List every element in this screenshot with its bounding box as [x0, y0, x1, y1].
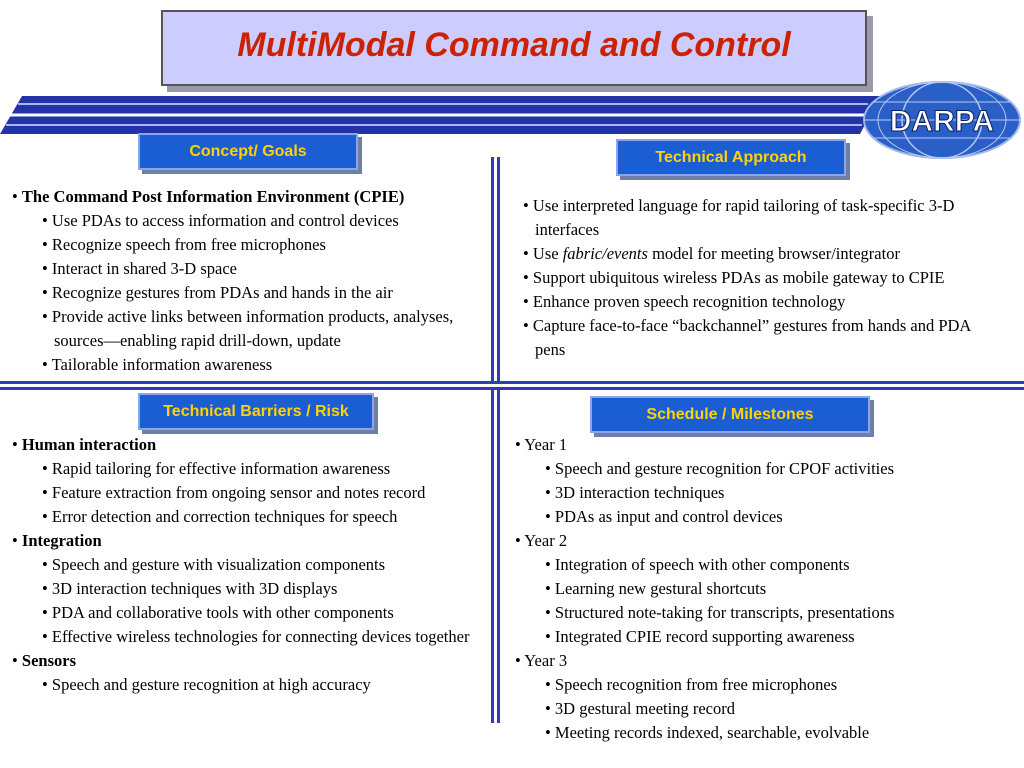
barriers-bullet-item: • Integration [12, 531, 102, 550]
barriers-bullet-item: • Feature extraction from ongoing sensor and notes record [42, 483, 426, 502]
schedule-bullet-text: Speech and gesture recognition for CPOF activities [554, 459, 894, 478]
schedule-bullet-item: • PDAs as input and control devices [545, 507, 783, 526]
concept-bullet-text: The Command Post Information Environment (CPIE) [21, 187, 405, 206]
title-box [161, 10, 867, 86]
barriers-bullet-item: • Rapid tailoring for effective information awareness [42, 459, 391, 478]
concept-bullet-item: • Provide active links between information products, analyses, sources—enabling rapid drill-down, update [42, 307, 454, 350]
barriers-bullet-text: PDA and collaborative tools with other components [51, 603, 394, 622]
schedule-bullet-text: 3D interaction techniques [554, 483, 725, 502]
horizontal-divider [0, 381, 1024, 390]
barriers-bullet-item: • 3D interaction techniques with 3D displays [42, 579, 338, 598]
schedule-bullet-item: • Meeting records indexed, searchable, evolvable [545, 723, 870, 742]
schedule-bullet-text: Year 2 [524, 531, 568, 550]
concept-bullet-item: • Recognize speech from free microphones [42, 235, 326, 254]
schedule-bullet-text: Integrated CPIE record supporting awareness [554, 627, 855, 646]
schedule-bullet-item: • Year 1 [515, 435, 568, 454]
barriers-bullet-text: Feature extraction from ongoing sensor and notes record [51, 483, 426, 502]
schedule-bullet-item: • Speech recognition from free microphones [545, 675, 838, 694]
darpa-logo [861, 80, 1023, 160]
barriers-bullet-item: • Effective wireless technologies for connecting devices together [42, 627, 470, 646]
barriers-bullet-item: • Speech and gesture recognition at high accuracy [42, 675, 371, 694]
approach-bullet-item: • Support ubiquitous wireless PDAs as mobile gateway to CPIE [523, 268, 945, 287]
schedule-bullet-text: Year 3 [524, 651, 568, 670]
technical-barriers-panel [12, 433, 486, 697]
schedule-bullet-text: Learning new gestural shortcuts [554, 579, 767, 598]
approach-bullet-item: • Use interpreted language for rapid tailoring of task-specific 3-D interfaces [523, 196, 955, 239]
schedule-bullet-item: • Structured note-taking for transcripts, presentations [545, 603, 895, 622]
barriers-bullet-item: • Speech and gesture with visualization components [42, 555, 386, 574]
schedule-bullet-item: • Integration of speech with other components [545, 555, 850, 574]
concept-bullet-item: • Recognize gestures from PDAs and hands in the air [42, 283, 393, 302]
schedule-bullet-text: Meeting records indexed, searchable, evolvable [554, 723, 870, 742]
slide-title: MultiModal Command and Control [237, 26, 791, 64]
barriers-bullet-text: Speech and gesture with visualization components [51, 555, 386, 574]
approach-bullet-text: Use fabric/events model for meeting browser/integrator [532, 244, 900, 263]
barriers-bullet-item: • Human interaction [12, 435, 157, 454]
approach-bullet-item: • Use fabric/events model for meeting browser/integrator [523, 244, 900, 263]
barriers-bullet-text: Error detection and correction techniques for speech [51, 507, 398, 526]
schedule-bullet-text: Speech recognition from free microphones [554, 675, 838, 694]
concept-bullet-item: • Interact in shared 3-D space [42, 259, 237, 278]
concept-bullet-item: • Use PDAs to access information and control devices [42, 211, 399, 230]
schedule-bullet-text: Year 1 [524, 435, 568, 454]
schedule-bullet-item: • Year 2 [515, 531, 568, 550]
technical-approach-panel [523, 194, 983, 362]
barriers-bullet-text: Human interaction [21, 435, 157, 454]
schedule-bullet-text: Structured note-taking for transcripts, presentations [554, 603, 895, 622]
approach-bullet-text: Enhance proven speech recognition technology [532, 292, 846, 311]
approach-bullet-text: Support ubiquitous wireless PDAs as mobile gateway to CPIE [532, 268, 945, 287]
schedule-bullet-item: • Year 3 [515, 651, 568, 670]
concept-bullet-item: • Tailorable information awareness [42, 355, 273, 374]
barriers-bullet-text: Integration [21, 531, 102, 550]
barriers-bullet-item: • Sensors [12, 651, 76, 670]
concept-bullet-text: Interact in shared 3-D space [51, 259, 237, 278]
schedule-bullet-text: PDAs as input and control devices [554, 507, 783, 526]
concept-goals-panel [12, 185, 486, 377]
schedule-bullet-item: • 3D interaction techniques [545, 483, 725, 502]
approach-bullet-text: Capture face-to-face “backchannel” gestures from hands and PDA pens [532, 316, 971, 359]
concept-goals-label: Concept/ Goals [138, 133, 358, 170]
concept-bullet-text: Tailorable information awareness [51, 355, 273, 374]
schedule-bullet-text: Integration of speech with other components [554, 555, 850, 574]
barriers-bullet-text: 3D interaction techniques with 3D displays [51, 579, 338, 598]
schedule-milestones-panel [515, 433, 985, 745]
schedule-bullet-item: • Speech and gesture recognition for CPOF activities [545, 459, 894, 478]
barriers-bullet-item: • PDA and collaborative tools with other components [42, 603, 394, 622]
approach-bullet-item: • Enhance proven speech recognition technology [523, 292, 846, 311]
schedule-milestones-label: Schedule / Milestones [590, 396, 870, 433]
approach-bullet-item: • Capture face-to-face “backchannel” gestures from hands and PDA pens [523, 316, 971, 359]
header-banner [0, 96, 880, 134]
schedule-bullet-item: • Learning new gestural shortcuts [545, 579, 767, 598]
barriers-bullet-item: • Error detection and correction techniques for speech [42, 507, 398, 526]
technical-approach-label: Technical Approach [616, 139, 846, 176]
concept-bullet-item: • The Command Post Information Environment (CPIE) [12, 187, 405, 206]
barriers-bullet-text: Effective wireless technologies for connecting devices together [51, 627, 470, 646]
schedule-bullet-item: • Integrated CPIE record supporting awareness [545, 627, 855, 646]
approach-bullet-text: Use interpreted language for rapid tailoring of task-specific 3-D interfaces [532, 196, 955, 239]
barriers-bullet-text: Speech and gesture recognition at high accuracy [51, 675, 371, 694]
concept-bullet-text: Recognize gestures from PDAs and hands in the air [51, 283, 393, 302]
concept-bullet-text: Use PDAs to access information and control devices [51, 211, 399, 230]
schedule-bullet-item: • 3D gestural meeting record [545, 699, 735, 718]
darpa-logo-text: DARPA [889, 105, 995, 138]
concept-bullet-text: Provide active links between information products, analyses, sources—enabling rapid drill-down, update [51, 307, 454, 350]
schedule-bullet-text: 3D gestural meeting record [554, 699, 735, 718]
technical-barriers-label: Technical Barriers / Risk [138, 393, 374, 430]
concept-bullet-text: Recognize speech from free microphones [51, 235, 326, 254]
vertical-divider [491, 157, 500, 723]
barriers-bullet-text: Sensors [21, 651, 76, 670]
barriers-bullet-text: Rapid tailoring for effective information awareness [51, 459, 391, 478]
